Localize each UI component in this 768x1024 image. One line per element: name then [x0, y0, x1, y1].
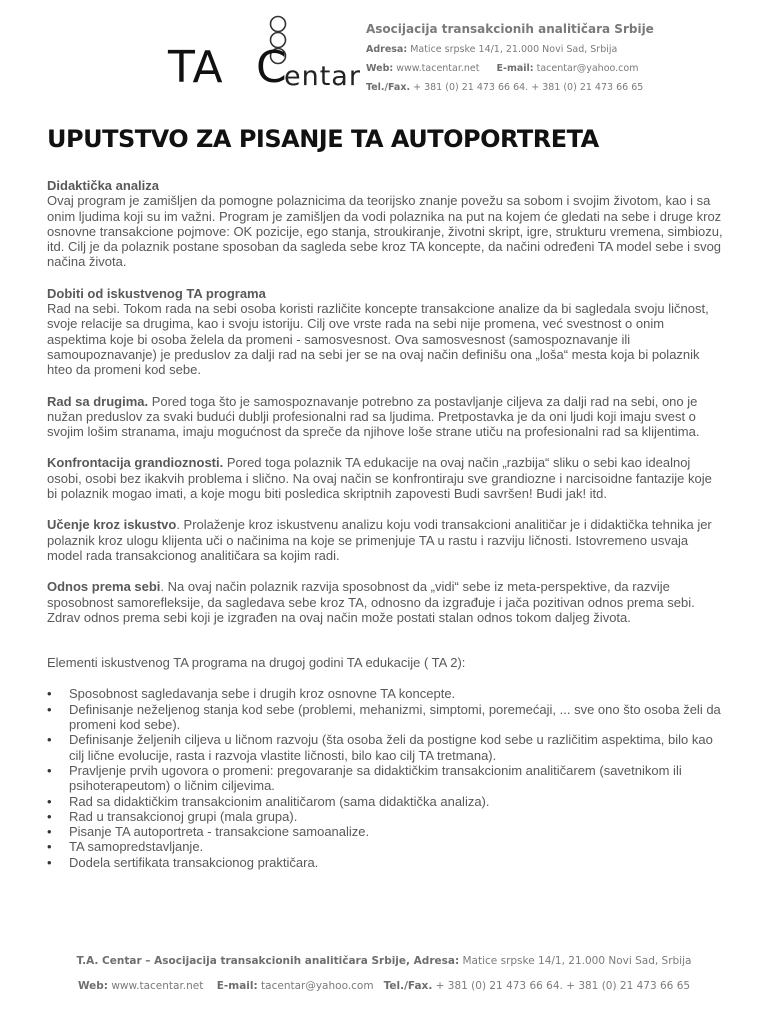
list-item: • Rad u transakcionoj grupi (mala grupa).: [47, 809, 725, 824]
document-body: [47, 178, 725, 870]
list-item: • TA samopredstavljanje.: [47, 839, 725, 854]
paragraph-lead: Konfrontacija grandioznosti.: [47, 455, 224, 471]
footer-org-line: T.A. Centar – Asocijacija transakcionih analitičara Srbije, Adresa: Matice srpske 14/1, 21.000 Novi Sad, Srbija: [76, 955, 692, 967]
section-text: Rad na sebi. Tokom rada na sebi osoba koristi različite koncepte transakcione analize da bi sagledala svoju ličnost, svoje relacije sa drugima, kao i svoju istoriju. Cilj ove vrste rada na sebi nije promena, već svestnost o onim aspektima koje bi osoba želela da promeni - samosvesnost. Ova samosvesnost (samospoznavanje ili samoupoznavanje) je preduslov za dalji rad na sebi jer se na ovaj način definišu ona „loša“ mesta koja bi polaznik hteo da promeni kod sebe.: [47, 301, 709, 378]
footer-web-link[interactable]: www.tacentar.net: [107, 980, 204, 992]
section-text: Ovaj program je zamišljen da pomogne polaznicima da teorijsko znanje povežu sa sobom i svojim životom, kao i sa onim ljudima koji su im važni. Program je zamišljen da vodi polaznika na put na kojem će gledati na sebe i druge kroz osnovne transakcione pojmove: OK pozicije, ego stanja, stroukiranje, životni skript, igre, strukturu vremena, simbiozu, itd. Cilj je da polaznik postane sposoban da sagleda sebe kroz TA koncepte, da načini određeni TA model sebe i svog načina života.: [47, 193, 723, 270]
paragraph-lead: Rad sa drugima.: [47, 393, 149, 409]
footer-contact-line: Web: www.tacentar.net E-mail: tacentar@yahoo.com Tel./Fax. + 381 (0) 21 473 66 64. + 381 (0) 21 473 66 65: [77, 980, 691, 992]
page-title: UPUTSTVO ZA PISANJE TA AUTOPORTRETA: [47, 125, 599, 153]
paragraph-text: . Prolaženje kroz iskustvenu analizu koju vodi transakcioni analitičar je i didaktička tehnika jer polaznik kroz ulogu klijenta uči o načinima na koje se primenjuje TA u rastu i razviju ličnosti. Istovremeno usvaja model rada transakcionog analitičara sa kojim radi.: [47, 517, 712, 563]
logo-ta: TA: [168, 42, 224, 93]
paragraph-text: Pored toga polaznik TA edukacije na ovaj način „razbija“ sliku o sebi kao idealnoj osobi, osobi bez ikakvih problema i slično. Na ovaj način se konfrontiraju sve grandiozne i narcisoidne fantazije koje bi polaznik mogao imati, a koje mogu biti posledica skriptnih zapovesti Budi savršen! Budi jak! itd.: [47, 455, 712, 502]
section-didakticka-analiza: [47, 178, 725, 270]
section-heading: Didaktička analiza: [47, 178, 159, 193]
paragraph-ucenje: [47, 517, 725, 563]
section-dobiti: [47, 286, 725, 378]
header-web-link[interactable]: www.tacentar.net: [396, 63, 480, 74]
header-org-info: [366, 22, 766, 93]
logo-c: C: [256, 42, 287, 93]
header-address: Adresa: Matice srpske 14/1, 21.000 Novi Sad, Srbija: [366, 44, 618, 55]
paragraph-odnos-prema-sebi: [47, 579, 725, 625]
logo-entar: entar: [284, 61, 361, 92]
list-intro: Elementi iskustvenog TA programa na drugoj godini TA edukacije ( TA 2):: [47, 655, 466, 671]
paragraph-lead: Odnos prema sebi: [47, 579, 161, 595]
elements-list: [47, 686, 725, 870]
header-tel: Tel./Fax. + 381 (0) 21 473 66 64. + 381 (0) 21 473 66 65: [366, 82, 644, 93]
paragraph-text: . Na ovaj način polaznik razvija sposobnost da „vidi“ sebe iz meta-perspektive, da razvije sposobnost samorefleksije, da sagledava sebe kroz TA, odnosno da izgrađuje i jača pozitivan odnos prema sebi. Zdrav odnos prema sebi koji je izgrađen na ovaj način može postati stalan odnos tokom daljeg života.: [47, 579, 695, 625]
paragraph-rad-sa-drugima: [47, 394, 725, 440]
list-item: • Sposobnost sagledavanja sebe i drugih kroz osnovne TA koncepte.: [47, 686, 725, 701]
list-item: • Rad sa didaktičkim transakcionim analitičarom (sama didaktička analiza).: [47, 794, 725, 809]
org-name: Asocijacija transakcionih analitičara Srbije: [366, 22, 654, 36]
list-item: • Definisanje željenih ciljeva u ličnom razvoju (šta osoba želi da postigne kod sebe u različitim aspektima, bilo kao cilj lične evolucije, rasta i razvoja vlastite ličnosti, bilo kao cilj TA tretmana).: [47, 732, 725, 763]
list-item: • Definisanje neželjenog stanja kod sebe (problemi, mehanizmi, simptomi, poremećaji, ... sve ono što osoba želi da promeni kod sebe).: [47, 702, 725, 733]
header-email-link[interactable]: tacentar@yahoo.com: [536, 63, 639, 74]
list-item: • Pisanje TA autoportreta - transakcione samoanalize.: [47, 824, 725, 839]
paragraph-text: Pored toga što je samospoznavanje potrebno za postavljanje ciljeva za dalji rad na sebi, ono je nužan preduslov za svaki budući dublji profesionalni rad sa ljudima. Pretpostavka je da oni ljudi koji imaju svest o svojim lošim stranama, imaju mogućnost da spreče da njihove loše strane utiču na profesionalni rad sa klijentima.: [47, 393, 700, 440]
paragraph-lead: Učenje kroz iskustvo: [47, 517, 177, 533]
footer-email-link[interactable]: tacentar@yahoo.com: [257, 980, 374, 992]
ta-centar-logo: [168, 14, 361, 94]
list-item: • Pravljenje prvih ugovora o promeni: pregovaranje sa didaktičkim transakcionim analitičarem (savetnikom ili psihoterapeutom) o ličnim ciljevima.: [47, 763, 725, 794]
header-web-email: Web: www.tacentar.net E-mail: tacentar@yahoo.com: [366, 63, 639, 74]
footer-org: T.A. Centar – Asocijacija transakcionih analitičara Srbije: [76, 955, 407, 967]
list-item: • Dodela sertifikata transakcionog praktičara.: [47, 855, 725, 870]
paragraph-konfrontacija: [47, 455, 725, 501]
section-heading: Dobiti od iskustvenog TA programa: [47, 285, 266, 301]
